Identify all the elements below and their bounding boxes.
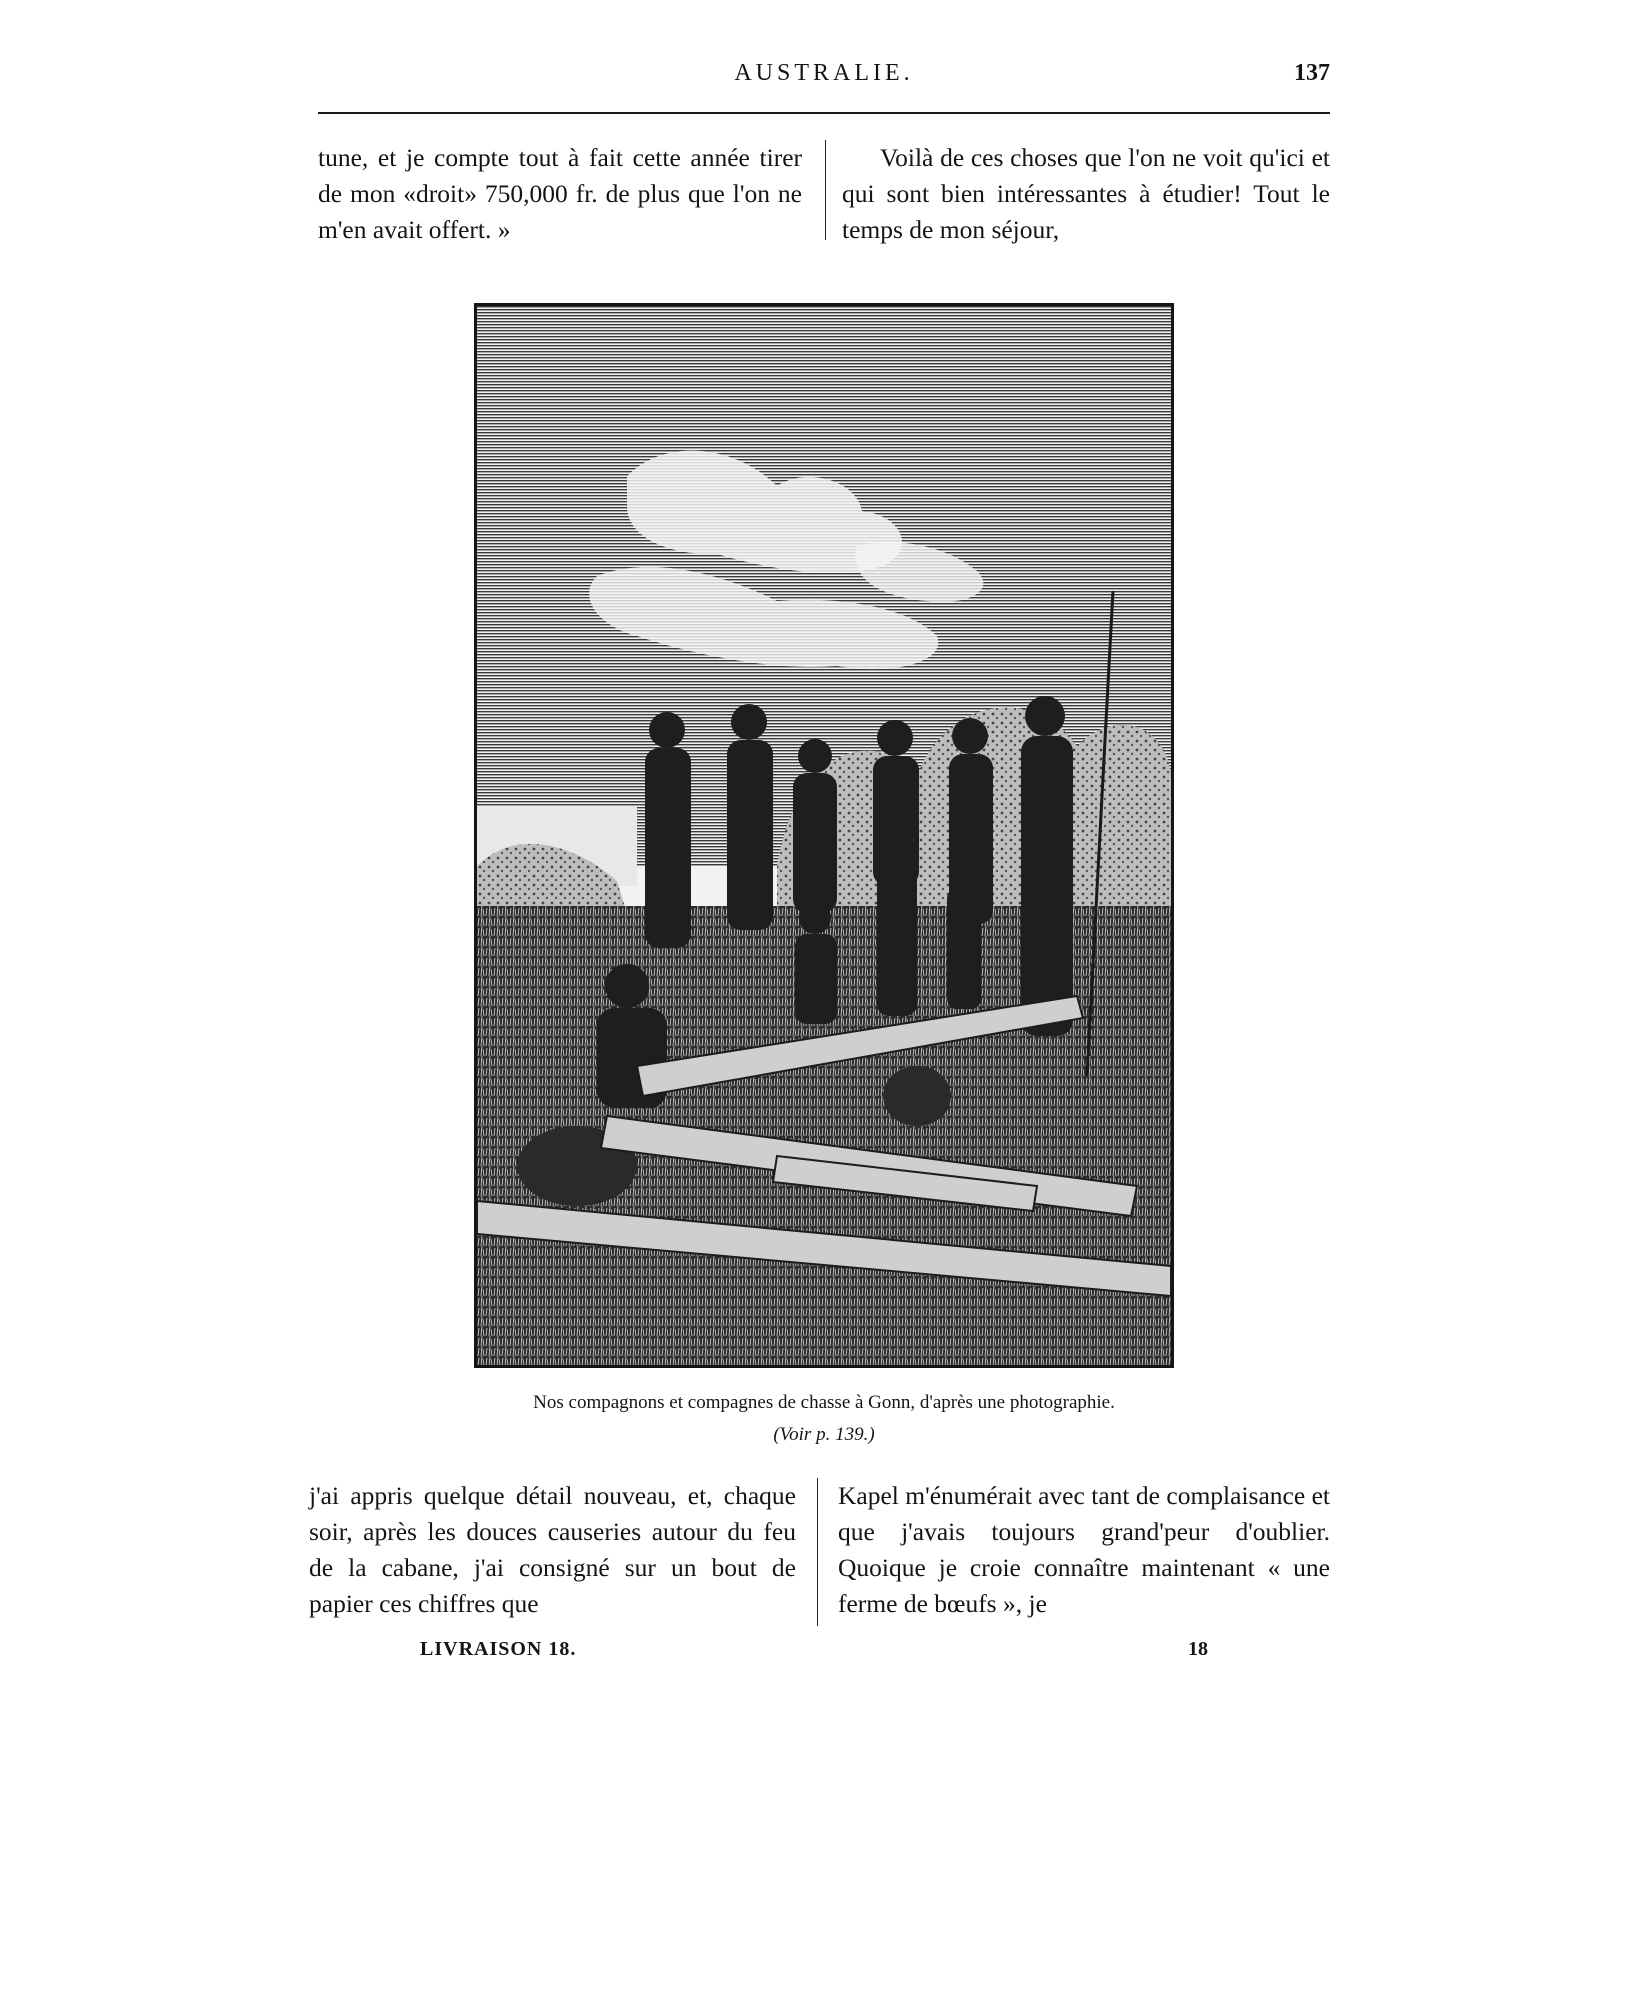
figure-caption: Nos compagnons et compagnes de chasse à Gonn, d'après une photographie. [533, 1392, 1115, 1413]
header-rule [318, 112, 1330, 114]
paragraph-bottom-right: Kapel m'énumérait avec tant de complaisance et que j'avais toujours grand'peur d'oublier. Quoique je croie connaître maintenant « une ferme de bœufs », je [838, 1481, 1330, 1618]
paragraph-bottom-left: j'ai appris quelque détail nouveau, et, chaque soir, après les douces causeries autour du feu de la cabane, j'ai consigné sur un bout de papier ces chiffres que [309, 1481, 796, 1618]
signature-mark: 18 [1188, 1638, 1208, 1660]
livraison-note: LIVRAISON 18. [420, 1638, 577, 1660]
top-left-column [318, 140, 802, 248]
paragraph-top-left: tune, et je compte tout à fait cette année tirer de mon «droit» 750,000 fr. de plus que l'on ne m'en avait offert. » [318, 143, 802, 244]
column-divider-top [825, 140, 826, 240]
figure-reference: (Voir p. 139.) [773, 1424, 875, 1445]
column-divider-bottom [817, 1478, 818, 1626]
running-head [318, 58, 1330, 98]
top-right-column [842, 140, 1330, 248]
bottom-left-column [309, 1478, 796, 1622]
page-number: 137 [1294, 60, 1330, 86]
engraving-illustration [474, 303, 1174, 1368]
running-title: AUSTRALIE. [734, 60, 914, 86]
bottom-right-column [838, 1478, 1330, 1622]
paragraph-top-right: Voilà de ces choses que l'on ne voit qu'ici et qui sont bien intéressantes à étudier! Tout le temps de mon séjour, [842, 143, 1330, 244]
engraving-drawing [477, 306, 1171, 1365]
